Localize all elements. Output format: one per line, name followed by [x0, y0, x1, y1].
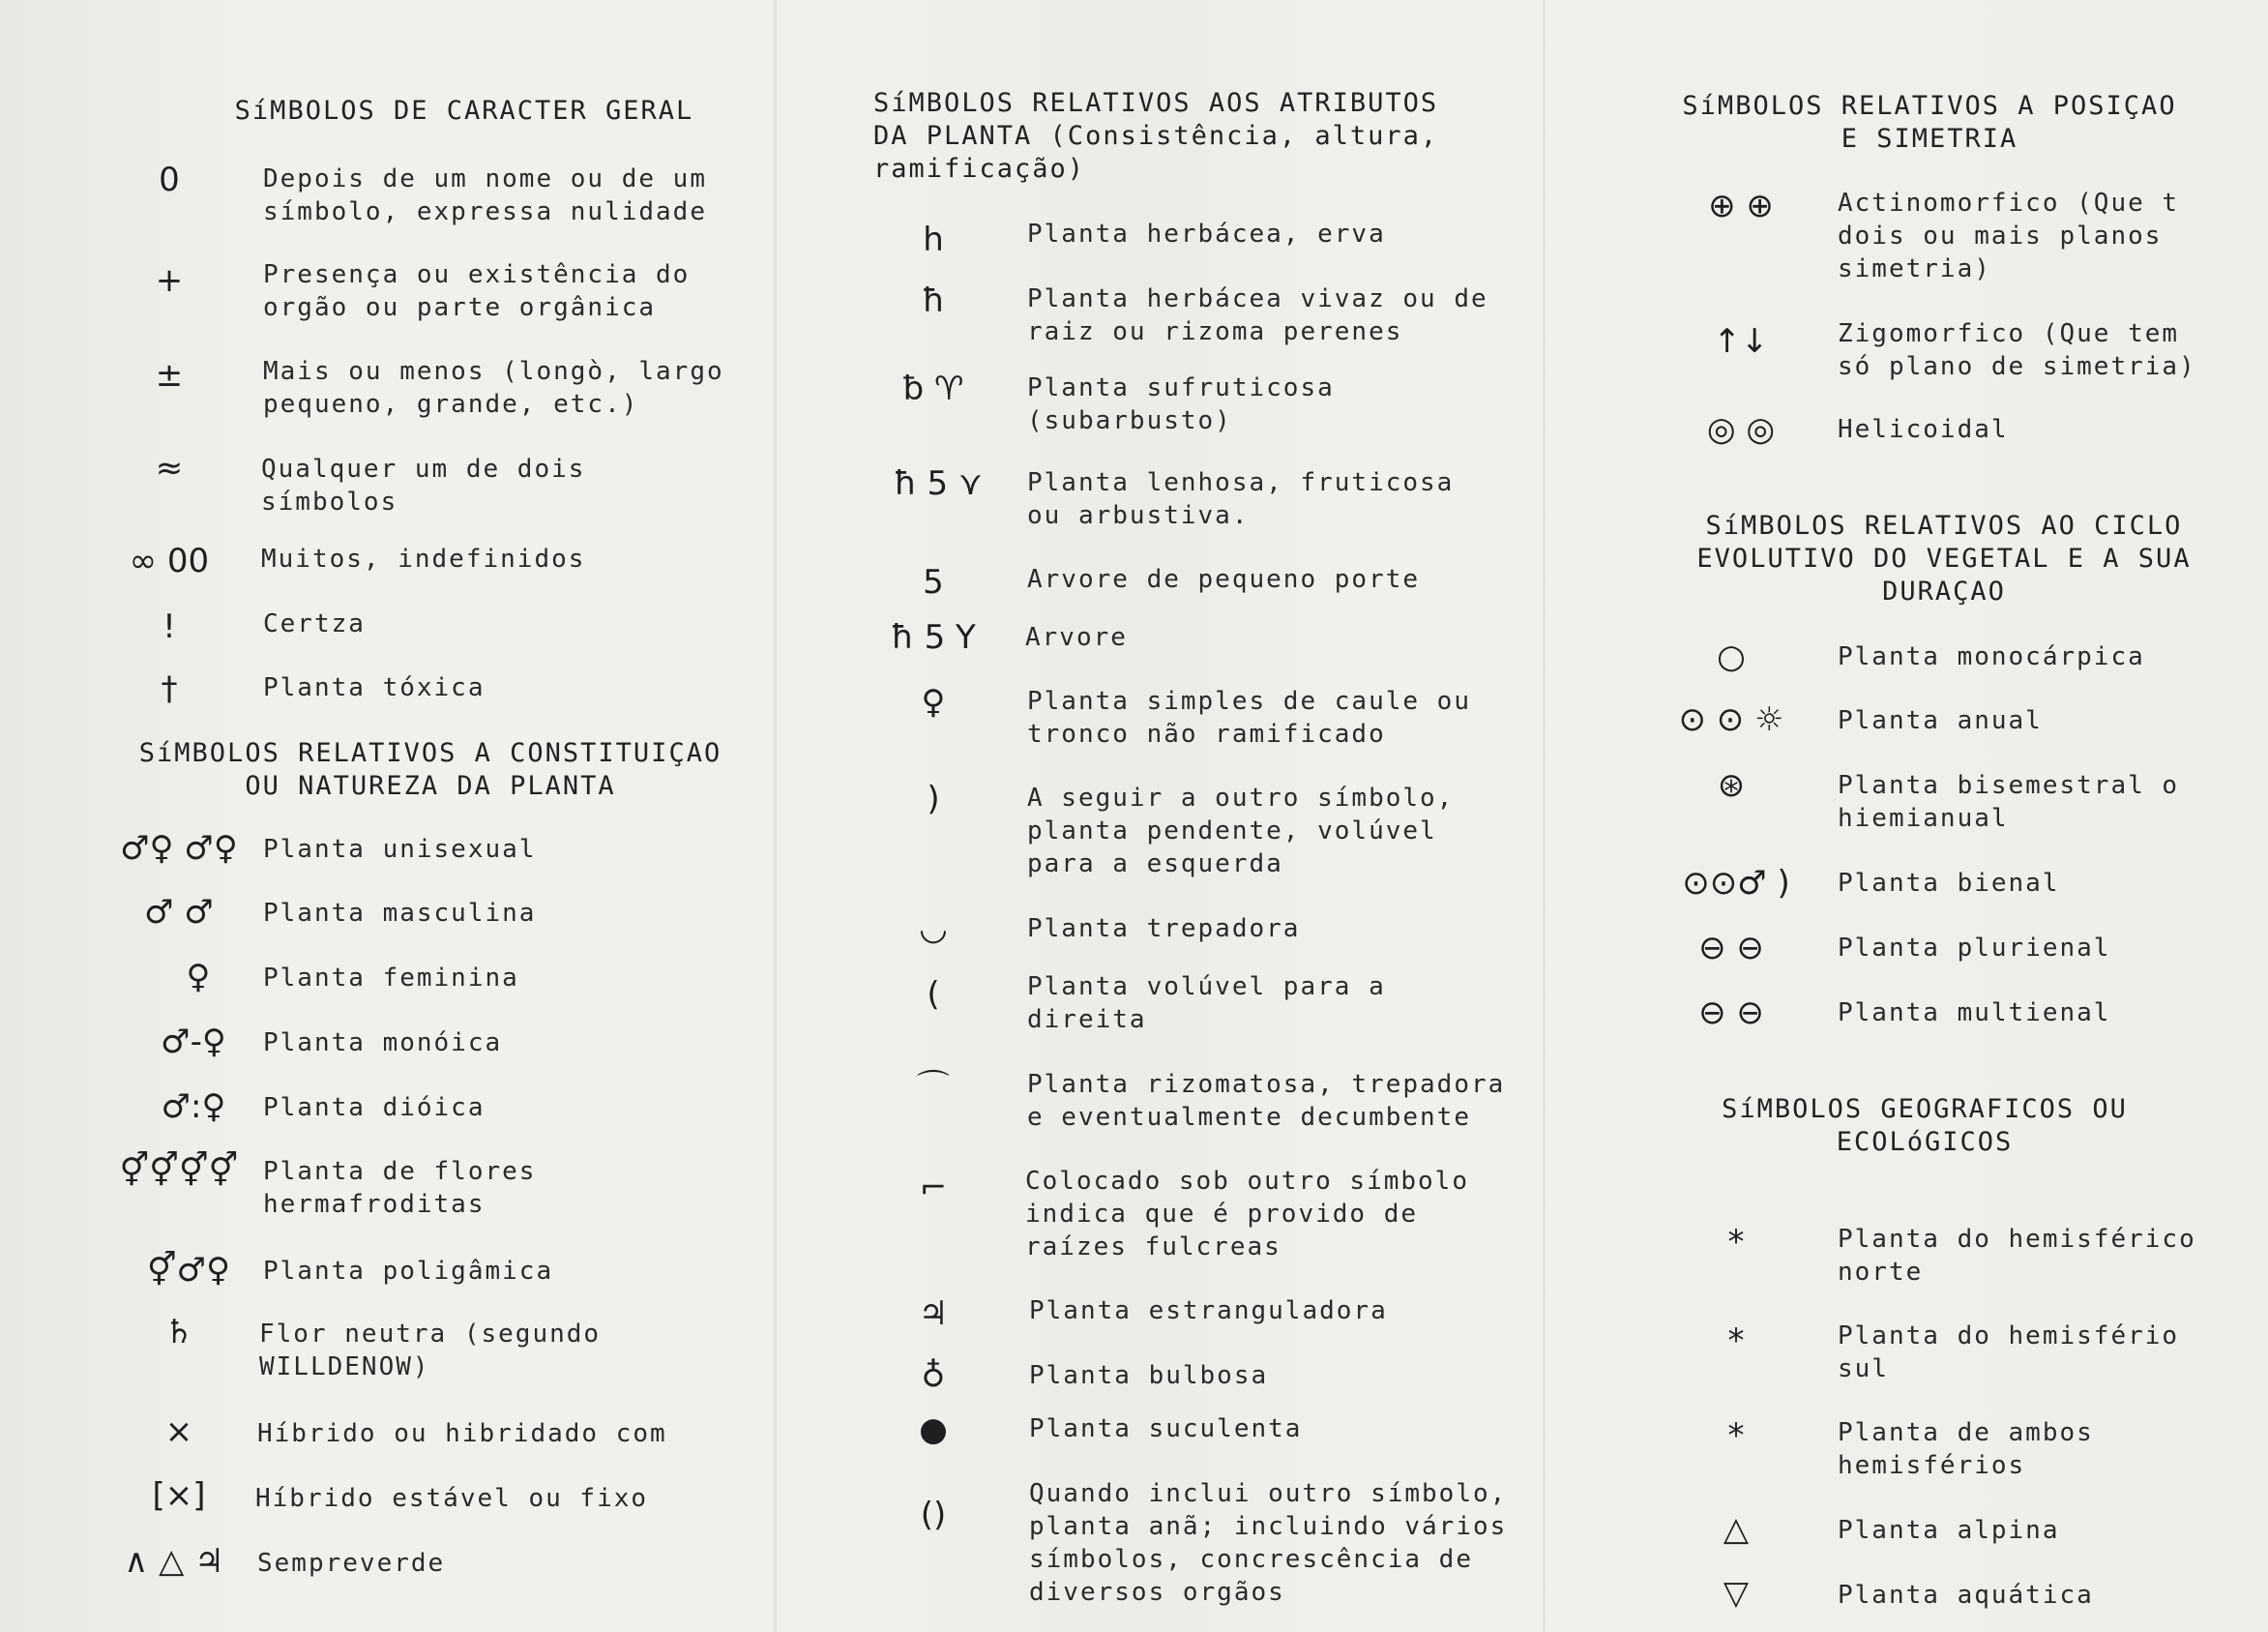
symbol-plurienal: ⊖ ⊖	[1698, 929, 1764, 967]
symbol-small-tree: 5	[923, 563, 944, 602]
symbol-biennial: ⊙⊙♂ )	[1682, 864, 1790, 903]
section-title-general: SíMBOLOS DE CARACTER GERAL	[234, 96, 694, 126]
desc-climber: Planta trepadora	[1027, 914, 1301, 943]
desc-toxic: Planta tóxica	[263, 673, 486, 702]
desc-many: Muitos, indefinidos	[261, 545, 586, 574]
symbol-succulent: ●	[919, 1410, 948, 1449]
symbol-actinomorphic: ⊕ ⊕	[1708, 187, 1774, 225]
desc-plurienal: Planta plurienal	[1838, 934, 2111, 963]
symbol-perennial-herb: ħ	[922, 282, 945, 320]
symbol-evergreen: ∧ △ ♃	[124, 1542, 224, 1581]
desc-actinomorphic: Actinomorfico (Que t dois ou mais planos simetria)	[1838, 189, 2180, 283]
symbol-presence: +	[155, 261, 184, 300]
symbol-unisexual: ♂♀ ♂♀	[120, 829, 238, 868]
symbol-multienal: ⊖ ⊖	[1698, 994, 1764, 1032]
symbol-southern-hemisphere: *	[1727, 1321, 1745, 1360]
desc-monoecious: Planta monóica	[263, 1028, 503, 1057]
symbol-fulcral-roots: ⌐	[919, 1169, 948, 1207]
symbol-climber: ◡	[919, 909, 948, 948]
symbol-both-hemispheres: *	[1727, 1416, 1745, 1455]
symbol-annual: ⊙ ⊙ ☼	[1678, 700, 1784, 739]
symbol-toxic: †	[161, 669, 178, 708]
symbol-dwarf: ()	[920, 1496, 947, 1534]
desc-small-tree: Arvore de pequeno porte	[1027, 565, 1421, 594]
symbol-monoecious: ♂-♀	[161, 1023, 226, 1061]
symbol-certainty: !	[162, 608, 176, 646]
symbol-either: ≈	[155, 449, 184, 488]
desc-dioecious: Planta dióica	[263, 1093, 486, 1122]
symbol-nullity: 0	[159, 161, 180, 199]
desc-more-or-less: Mais ou menos (longò, largo pequeno, grande, etc.)	[263, 357, 724, 419]
symbol-monocarpic: ○	[1717, 638, 1746, 676]
symbol-feminine: ♀	[186, 958, 211, 996]
symbol-bisemestral: ⊛	[1717, 766, 1746, 805]
symbol-more-or-less: ±	[155, 356, 184, 395]
symbol-voluble-right: (	[927, 975, 940, 1014]
desc-dwarf: Quando inclui outro símbolo, planta anã; incluindo vários símbolos, concrescência de diversos orgãos	[1029, 1479, 1508, 1607]
desc-monocarpic: Planta monocárpica	[1838, 642, 2145, 671]
desc-feminine: Planta feminina	[263, 964, 519, 993]
desc-neutral-flower: Flor neutra (segundo WILLDENOW)	[259, 1320, 602, 1381]
desc-fulcral-roots: Colocado sob outro símbolo indica que é provido de raízes fulcreas	[1025, 1167, 1469, 1261]
desc-bulbous: Planta bulbosa	[1029, 1361, 1269, 1390]
desc-simple-stem: Planta simples de caule ou tronco não ramificado	[1027, 687, 1471, 749]
symbol-herbaceous: h	[923, 221, 944, 259]
symbol-aquatic: ▽	[1723, 1574, 1750, 1613]
desc-perennial-herb: Planta herbácea vivaz ou de raiz ou rizoma perenes	[1027, 284, 1488, 346]
desc-multienal: Planta multienal	[1838, 998, 2111, 1027]
symbol-rhizomatous: ⌒	[917, 1068, 950, 1107]
symbol-bulbous: ♁	[921, 1356, 946, 1395]
symbol-stable-hybrid: [×]	[152, 1476, 206, 1515]
symbol-pendent-left: )	[927, 780, 940, 818]
desc-pendent-left: A seguir a outro símbolo, planta pendente, volúvel para a esquerda	[1027, 784, 1455, 878]
desc-strangler: Planta estranguladora	[1029, 1296, 1388, 1325]
section-title-geographic: SíMBOLOS GEOGRAFICOS OU ECOLóGICOS	[1722, 1094, 2128, 1157]
desc-southern-hemisphere: Planta do hemisfério sul	[1838, 1321, 2180, 1383]
section-title-constitution: SíMBOLOS RELATIVOS A CONSTITUIÇAO OU NATUREZA DA PLANTA	[138, 738, 722, 801]
fold-line-left	[774, 0, 777, 1632]
symbol-neutral-flower: ♄	[163, 1313, 194, 1351]
symbol-many: ∞ 00	[129, 542, 210, 580]
symbol-northern-hemisphere: *	[1727, 1223, 1745, 1261]
symbol-subshrub: ƀ ♈	[902, 370, 964, 408]
section-title-position: SíMBOLOS RELATIVOS A POSIÇAO E SIMETRIA	[1682, 91, 2177, 154]
desc-subshrub: Planta sufruticosa (subarbusto)	[1027, 373, 1335, 435]
desc-succulent: Planta suculenta	[1029, 1414, 1303, 1443]
desc-stable-hybrid: Híbrido estável ou fixo	[255, 1484, 649, 1513]
desc-tree: Arvore	[1025, 623, 1128, 652]
symbol-simple-stem: ♀	[921, 683, 946, 722]
symbol-dioecious: ♂:♀	[161, 1087, 226, 1126]
desc-zygomorphic: Zigomorfico (Que tem só plano de simetria)	[1838, 319, 2196, 381]
symbol-masculine: ♂ ♂	[144, 893, 214, 932]
desc-masculine: Planta masculina	[263, 899, 537, 928]
desc-both-hemispheres: Planta de ambos hemisférios	[1838, 1418, 2094, 1480]
desc-alpine: Planta alpina	[1838, 1516, 2060, 1545]
desc-northern-hemisphere: Planta do hemisférico norte	[1838, 1225, 2196, 1287]
section-title-attributes: SíMBOLOS RELATIVOS AOS ATRIBUTOS DA PLANTA (Consistência, altura, ramificação)	[873, 88, 1439, 184]
desc-presence: Presença ou existência do orgão ou parte orgânica	[263, 260, 691, 322]
symbol-tree: ħ 5 Y	[891, 618, 976, 657]
desc-certainty: Certza	[263, 609, 366, 638]
section-title-life-cycle: SíMBOLOS RELATIVOS AO CICLO EVOLUTIVO DO VEGETAL E A SUA DURAÇAO	[1696, 511, 2192, 607]
desc-hybrid: Híbrido ou hibridado com	[257, 1419, 667, 1448]
desc-evergreen: Sempreverde	[257, 1549, 446, 1578]
symbol-zygomorphic: ↑↓	[1713, 322, 1769, 361]
symbol-polygamous: ⚥♂♀	[146, 1251, 231, 1290]
desc-either: Qualquer um de dois símbolos	[261, 455, 586, 517]
symbol-woody-shrub: ħ 5 ⋎	[894, 464, 983, 503]
desc-helicoidal: Helicoidal	[1838, 415, 2009, 444]
desc-polygamous: Planta poligâmica	[263, 1257, 554, 1286]
desc-herbaceous: Planta herbácea, erva	[1027, 220, 1386, 249]
desc-hermaphrodite: Planta de flores hermafroditas	[263, 1157, 537, 1219]
symbol-hybrid: ×	[164, 1412, 193, 1451]
desc-woody-shrub: Planta lenhosa, fruticosa ou arbustiva.	[1027, 468, 1455, 530]
desc-annual: Planta anual	[1838, 706, 2043, 735]
desc-voluble-right: Planta volúvel para a direita	[1027, 972, 1386, 1034]
desc-unisexual: Planta unisexual	[263, 835, 537, 864]
desc-nullity: Depois de um nome ou de um símbolo, expressa nulidade	[263, 164, 707, 226]
symbol-strangler: ♃	[918, 1294, 949, 1333]
desc-rhizomatous: Planta rizomatosa, trepadora e eventualmente decumbente	[1027, 1070, 1506, 1132]
symbol-helicoidal: ◎ ◎	[1706, 410, 1776, 449]
desc-aquatic: Planta aquática	[1838, 1581, 2094, 1610]
symbol-alpine: △	[1723, 1510, 1750, 1549]
desc-biennial: Planta bienal	[1838, 869, 2060, 898]
desc-bisemestral: Planta bisemestral o hiemianual	[1838, 771, 2180, 833]
symbol-hermaphrodite: ⚥⚥⚥⚥	[119, 1151, 239, 1190]
